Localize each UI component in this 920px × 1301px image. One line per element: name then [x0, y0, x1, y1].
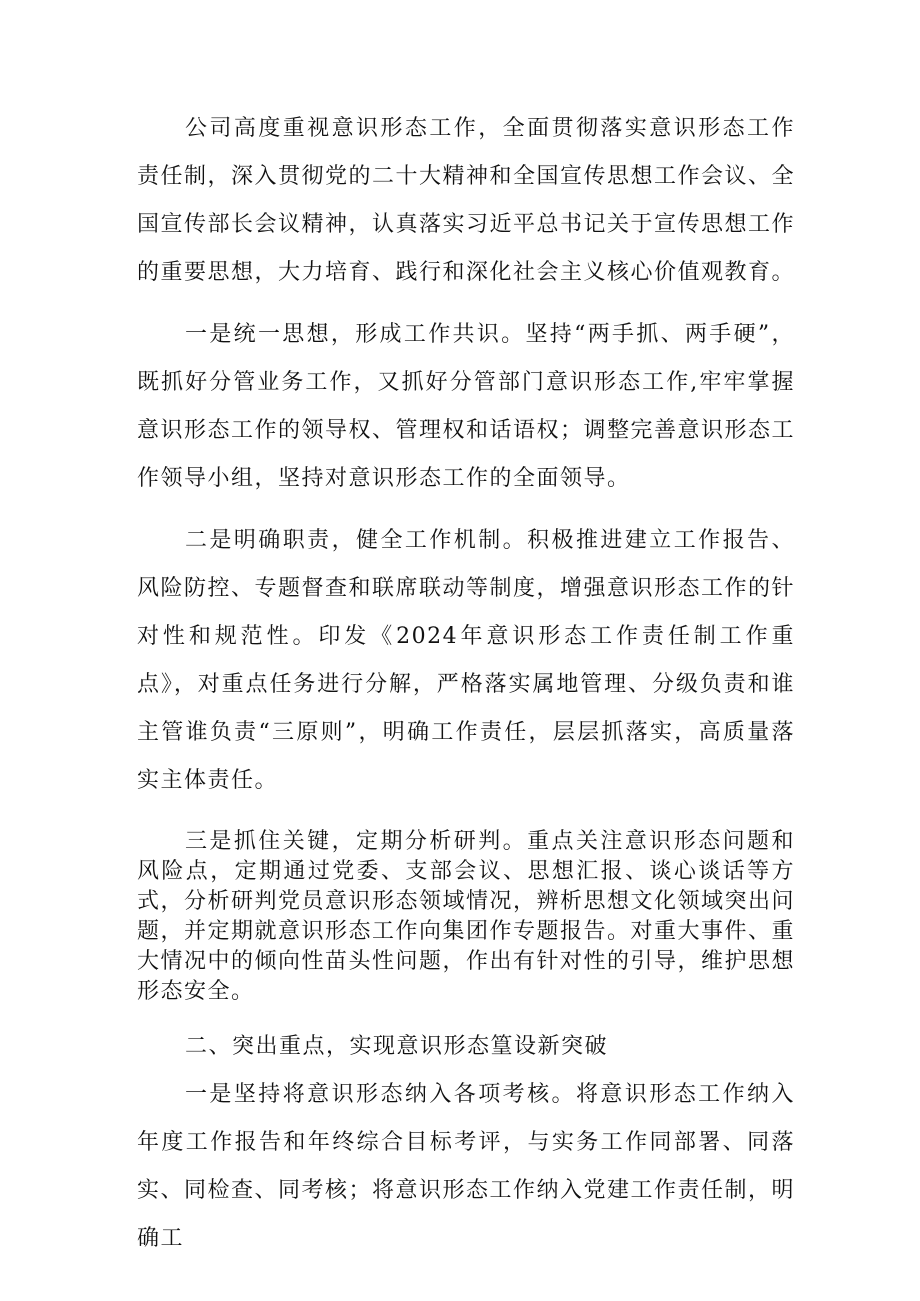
paragraph-point-one: 一是统一思想，形成工作共识。坚持“两手抓、两手硬”，既抓好分管业务工作，又抓好分管部门意识形态工作,牢牢掌握意识形态工作的领导权、管理权和话语权；调整完善意识形态工作领导小组，坚持对意识形态工作的全面领导。 — [137, 322, 796, 491]
paragraph-section-two-point-one: 一是坚持将意识形态纳入各项考核。将意识形态工作纳入年度工作报告和年终综合目标考评，与实务工作同部署、同落实、同检查、同考核；将意识形态工作纳入党建工作责任制，明确工 — [137, 1082, 796, 1251]
section-heading-two: 二、突出重点，实现意识形态篁设新突破 — [185, 1034, 609, 1059]
paragraph-point-three: 三是抓住关键，定期分析研判。重点关注意识形态问题和风险点，定期通过党委、支部会议、思想汇报、谈心谈话等方式，分析研判党员意识形态领域情况，辨析思想文化领域突出问题，并定期就意识形态工作向集团作专题报告。对重大事件、重大情况中的倾向性苗头性问题，作出有针对性的引导，维护思想形态安全。 — [137, 829, 796, 1004]
paragraph-point-two: 二是明确职责，健全工作机制。积极推进建立工作报告、风险防控、专题督查和联席联动等制度，增强意识形态工作的针对性和规范性。印发《2024年意识形态工作责任制工作重点》，对重点任务进行分解，严格落实属地管理、分级负责和谁主管谁负责“三原则”，明确工作责任，层层抓落实，高质量落实主体责任。 — [137, 528, 796, 793]
paragraph-intro: 公司高度重视意识形态工作，全面贯彻落实意识形态工作责任制，深入贯彻党的二十大精神和全国宣传思想工作会议、全国宣传部长会议精神，认真落实习近平总书记关于宣传思想工作的重要思想，大力培育、践行和深化社会主义核心价值观教育。 — [137, 116, 796, 285]
